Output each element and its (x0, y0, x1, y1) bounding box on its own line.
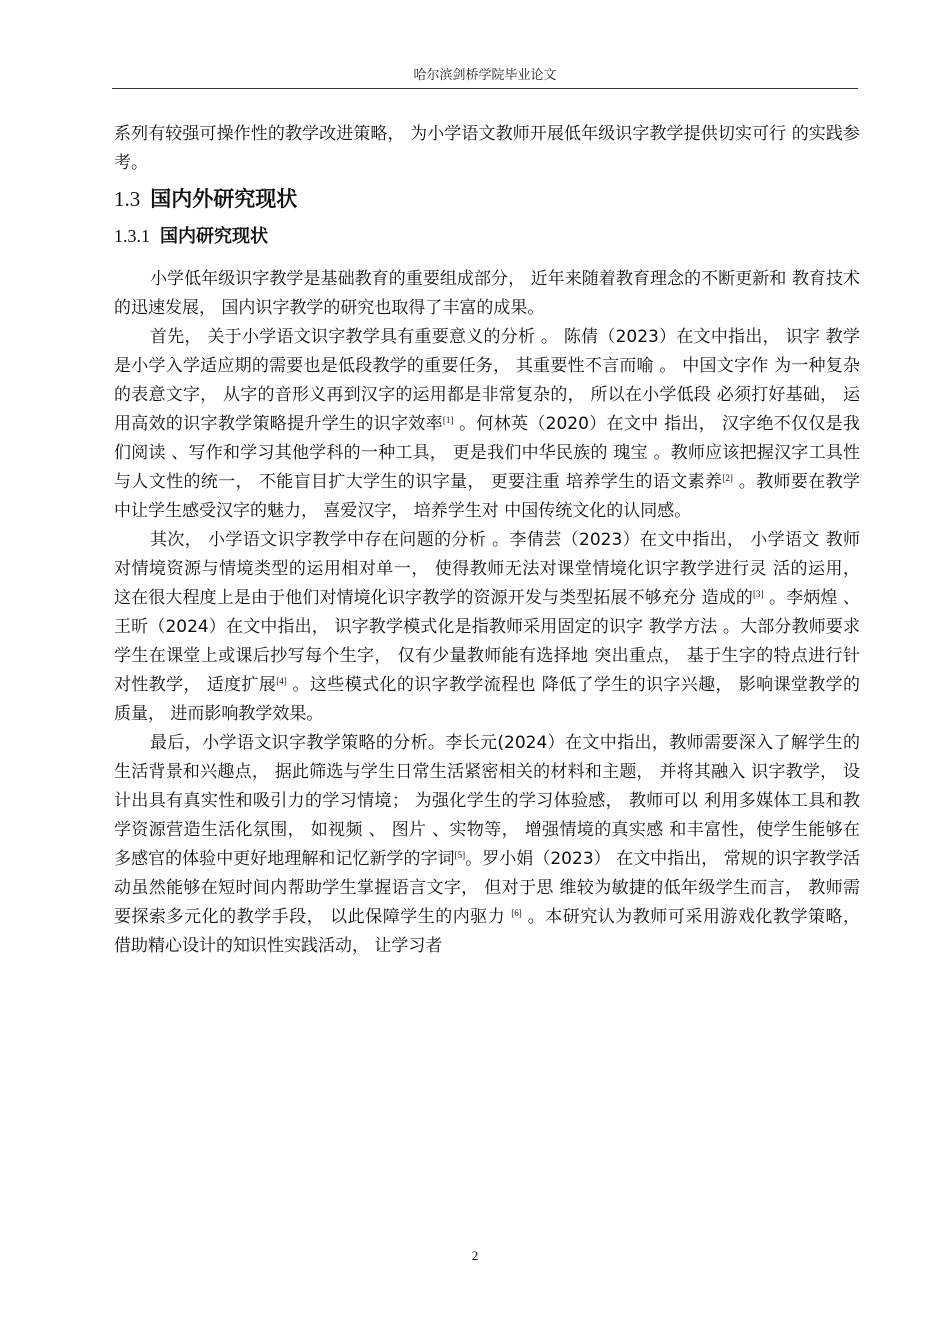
paragraph-text: 首先， 关于小学语文识字教学具有重要意义的分析 。 陈倩（2023）在文中指出， 识字 教学是小学入学适应期的需要也是低段教学的重要任务， 其重要性不言而喻 。 中国文字作 为一种复杂的表意文字， 从字的音形义再到汉字的运用都是非常复杂的， 所以在小学低段 必须打好基础， 运用高效的识字教学策略提升学生的识字效率 (114, 327, 860, 434)
subsection-heading (114, 222, 860, 251)
section-number: 1.3 (114, 187, 141, 211)
citation-ref: [2] (722, 473, 733, 483)
intro-continuation: 系列有较强可操作性的教学改进策略， 为小学语文教师开展低年级识字教学提供切实可行 的实践参考。 (114, 124, 860, 173)
paragraph-text: 。李炳煌 、王昕（2024）在文中指出， 识字教学模式化是指教师采用固定的识字 教学方法 。大部分教师要求学生在课堂上或课后抄写每个生字， 仅有少量教师能有选择地 突出重点， 基于生字的特点进行针对性教学， 适度扩展 (114, 588, 860, 695)
subsection-number: 1.3.1 (114, 226, 150, 246)
citation-ref: [6] (511, 908, 522, 918)
citation-ref: [3] (752, 589, 764, 599)
citation-ref: [1] (442, 415, 454, 425)
paragraph-strategies (114, 729, 860, 961)
section-heading (114, 184, 860, 214)
citation-ref: [4] (276, 676, 287, 686)
paragraph-text: 。罗小娟（2023） 在文中指出， 常规的识字教学活动虽然能够在短时间内帮助学生掌握语言文字， 但对于思 维较为敏捷的低年级学生而言， 教师需要探索多元化的教学手段， 以此保障学生的内驱力 (114, 849, 861, 927)
paragraph-overview: 小学低年级识字教学是基础教育的重要组成部分， 近年来随着教育理念的不断更新和 教育技术的迅速发展， 国内识字教学的研究也取得了丰富的成果。 (114, 269, 860, 318)
citation-ref: [5] (454, 850, 466, 860)
paragraph-text: 最后，小学语文识字教学策略的分析。李长元(2024）在文中指出，教师需要深入了解学生的生活背景和兴趣点， 据此筛选与学生日常生活紧密相关的材料和主题， 并将其融入 识字教学， 设计出具有真实性和吸引力的学习情境； 为强化学生的学习体验感， 教师可以 利用多媒体工具和教学资源营造生活化氛围， 如视频 、 图片 、实物等， 增强情境的真实感 和丰富性，使学生能够在多感官的体验中更好地理解和记忆新学的字词 (114, 733, 860, 869)
paragraph-text: 其次， 小学语文识字教学中存在问题的分析 。李倩芸（2023）在文中指出， 小学语文 教师对情境资源与情境类型的运用相对单一， 使得教师无法对课堂情境化识字教学进行灵 活的运用， 这在很大程度上是由于他们对情境化识字教学的资源开发与类型拓展不够充分 造成的 (114, 530, 860, 608)
running-header: 哈尔滨剑桥学院毕业论文 (413, 68, 557, 83)
header-divider (112, 88, 858, 89)
document-body (114, 120, 860, 961)
paragraph-problems (114, 526, 860, 729)
paragraph-text: 。这些模式化的识字教学流程也 降低了学生的识字兴趣， 影响课堂教学的质量， 进而影响教学效果。 (114, 675, 860, 724)
page-number: 2 (471, 1248, 479, 1263)
paragraph-text: 。教师要在教学中让学生感受汉字的魅力， 喜爱汉字， 培养学生对 中国传统文化的认同感。 (114, 472, 860, 521)
section-title: 国内外研究现状 (150, 187, 298, 211)
paragraph-text: 。何林英（2020）在文中 指出， 汉字绝不仅仅是我们阅读 、写作和学习其他学科的一种工具， 更是我们中华民族的 瑰宝 。教师应该把握汉字工具性与人文性的统一， 不能盲目扩大学生的识字量， 更要注重 培养学生的语文素养 (114, 414, 860, 492)
paragraph-significance (114, 323, 860, 526)
subsection-title: 国内研究现状 (160, 226, 268, 247)
paragraph-text: 。本研究认为教师可采用游戏化教学策略， 借助精心设计的知识性实践活动， 让学习者 (114, 907, 860, 956)
